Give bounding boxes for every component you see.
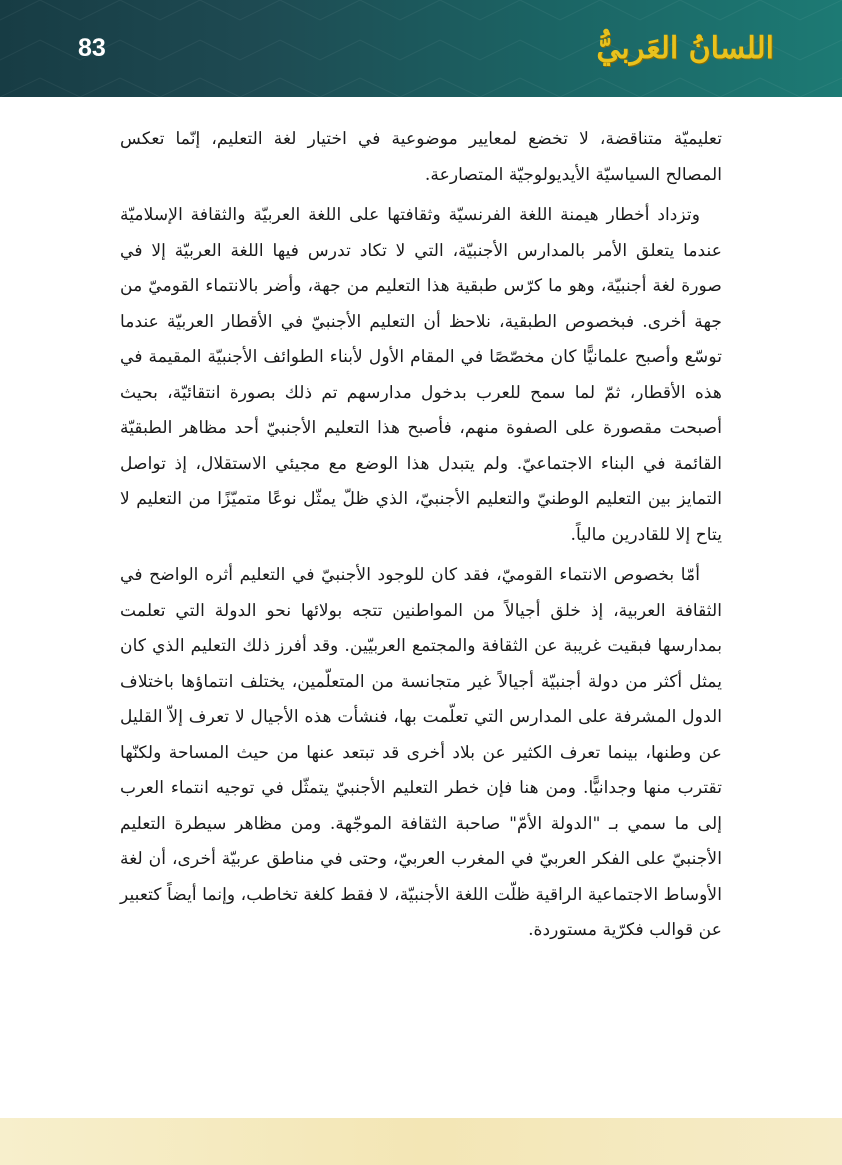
page-header [0,0,842,97]
page-footer-band [0,1118,842,1165]
article-body [120,122,722,954]
paragraph-1: تعليميّة متناقضة، لا تخضع لمعايير موضوعية في اختيار لغة التعليم، إنّما تعكس المصالح السياسيّة الأيديولوجيّة المتصارعة. [120,129,722,185]
page-number: 83 [78,34,106,62]
paragraph-2: وتزداد أخطار هيمنة اللغة الفرنسيّة وثقافتها على اللغة العربيّة والثقافة الإسلاميّة عندما يتعلق الأمر بالمدارس الأجنبيّة، التي لا تكاد تدرس فيها اللغة العربيّة إلا في صورة لغة أجنبيّة، وهو ما كرّس طبقية هذا التعليم من جهة، وأضر بالانتماء القوميّ من جهة أخرى. فبخصوص الطبقية، نلاحظ أن التعليم الأجنبيّ في الأقطار العربيّة عندما توسّع وأصبح علمانيًّا كان مخصّصًا في المقام الأول لأبناء الطوائف الأجنبيّة المقيمة في هذه الأقطار، ثمّ لما سمح للعرب بدخول مدارسهم تم ذلك بصورة انتقائيّة، بحيث أصبحت مقصورة على الصفوة منهم، فأصبح هذا التعليم الأجنبيّ أحد مظاهر الطبقيّة القائمة في البناء الاجتماعيّ. ولم يتبدل هذا الوضع مع مجيئي الاستقلال، إذ تواصل التمايز بين التعليم الوطنيّ والتعليم الأجنبيّ، الذي ظلّ يمثّل نوعًا متميّزًا من التعليم لا يتاح إلا للقادرين مالياً. [120,205,722,545]
paragraph-3: أمّا بخصوص الانتماء القوميّ، فقد كان للوجود الأجنبيّ في التعليم أثره الواضح في الثقافة العربية، إذ خلق أجيالاً من المواطنين تتجه بولائها نحو الدولة التي تعلمت بمدارسها فبقيت غريبة عن الثقافة والمجتمع العربيّين. وقد أفرز ذلك التعليم الذي كان يمثل أكثر من دولة أجنبيّة أجيالاً غير متجانسة من المتعلّمين، يختلف انتماؤها باختلاف الدول المشرفة على المدارس التي تعلّمت بها، فنشأت هذه الأجيال لا تعرف إلاّ القليل عن وطنها، بينما تعرف الكثير عن بلاد أخرى قد تبتعد عنها من حيث المساحة ولكنّها تقترب منها وجدانيًّا. ومن هنا فإن خطر التعليم الأجنبيّ يتمثّل في توجيه انتماء العرب إلى ما سمي بـ "الدولة الأمّ" صاحبة الثقافة الموجّهة. ومن مظاهر سيطرة التعليم الأجنبيّ على الفكر العربيّ في المغرب العربيّ، وحتى في مناطق عربيّة أخرى، أن لغة الأوساط الاجتماعية الراقية ظلّت اللغة الأجنبيّة، لا فقط كلغة تخاطب، وإنما أيضاً كتعبير عن قوالب فكرّية مستوردة. [120,565,722,940]
publication-logo: اللسانُ العَربيُّ [596,31,774,66]
